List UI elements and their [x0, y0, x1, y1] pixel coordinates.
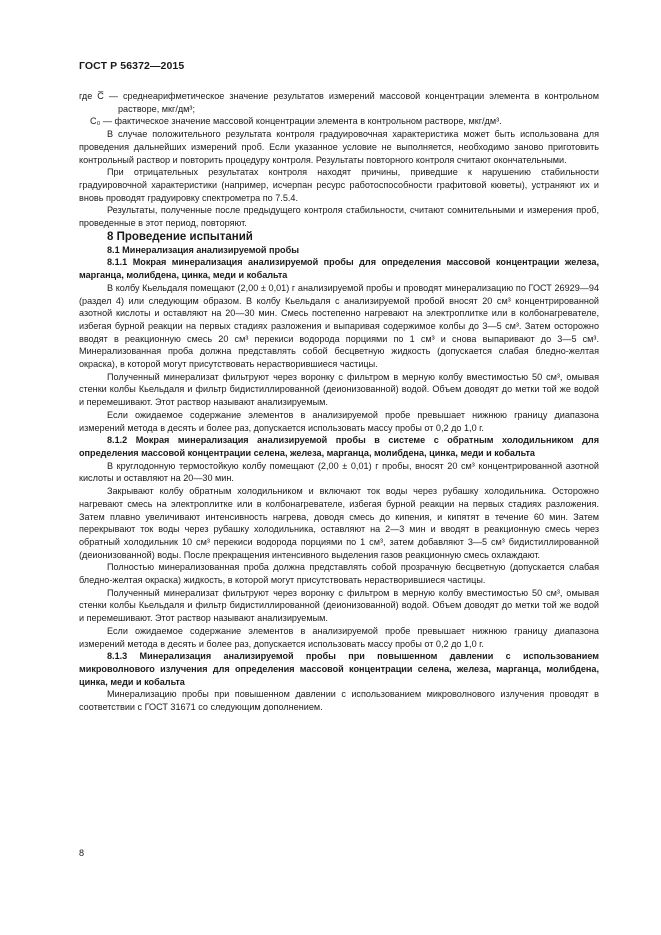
paragraph: В случае положительного результата контроля градуировочная характеристика может быть использована для проведения дальнейших измерений проб. Если указанное условие не выполняется, необходимо заново приготовить контрольный раствор и повторить процедуру контроля. Результаты повторного контроля считают окончательными. [79, 129, 599, 165]
definition-c-mean: где C̅ — среднеарифметическое значение результатов измерений массовой концентрации элемента в контрольном растворе, мкг/дм³; [79, 91, 599, 114]
subsection-heading-8-1-1: 8.1.1 Мокрая минерализация анализируемой пробы для определения массовой концентрации железа, марганца, молибдена, цинка, меди и кобальта [79, 257, 599, 281]
paragraph: Результаты, полученные после предыдущего контроля стабильности, считают сомнительными и измерения проб, проведенные в этот период, повторяют. [79, 205, 599, 229]
paragraph: Полностью минерализованная проба должна представлять собой прозрачную бесцветную (допускается слабая бледно-желтая окраска) жидкость, в которой могут присутствовать нерастворившиеся частицы. [79, 562, 599, 586]
definition-c0: C₀ — фактическое значение массовой концентрации элемента в контрольном растворе, мкг/дм³. [90, 116, 502, 127]
paragraph: В колбу Кьельдаля помещают (2,00 ± 0,01) г анализируемой пробы и проводят минерализацию по ГОСТ 26929—94 (раздел 4) или следующим образом. В колбу Кьельдаля с анализируемой пробой вносят 20 см³ концентрированной азотной кислоты и оставляют на 20—30 мин. Смесь постепенно нагревают на электроплитке или в колбонагревателе, избегая бурной реакции на первых стадиях разложения и выпаривая содержимое колбы до 3—5 см³. Затем осторожно вводят в реакционную смесь 20 см³ перекиси водорода порциями по 1 см³ и снова выпаривают до 3—5 см³. Минерализованная проба должна представлять собой бесцветную жидкость (допускается слабая бледно-желтая окраска), в которой могут присутствовать нерастворившиеся частицы. [79, 282, 599, 370]
paragraph: Полученный минерализат фильтруют через воронку с фильтром в мерную колбу вместимостью 50 см³, омывая стенки колбы Кьельдаля и фильтр бидистиллированной (деионизованной) водой. Объем доводят до метки той же водой и перемешивают. Этот раствор называют анализируемым. [79, 371, 599, 408]
subsection-heading-8-1-3: 8.1.3 Минерализация анализируемой пробы при повышенном давлении с использованием микроволнового излучения для определения массовой концентрации селена, железа, марганца, молибдена, цинка, меди и кобальта [79, 651, 599, 687]
section-heading-8: 8 Проведение испытаний [107, 230, 253, 243]
page-number: 8 [79, 848, 85, 858]
subsection-heading-8-1-2: 8.1.2 Мокрая минерализация анализируемой пробы в системе с обратным холодильником для определения массовой концентрации селена, железа, марганца, молибдена, цинка, меди и кобальта [79, 435, 599, 458]
document-body [79, 90, 599, 714]
subsection-heading-8-1: 8.1 Минерализация анализируемой пробы [107, 244, 299, 255]
paragraph: В круглодонную термостойкую колбу помещают (2,00 ± 0,01) г пробы, вносят 20 см³ концентрированной азотной кислоты и оставляют на 20—30 мин. [79, 460, 599, 484]
paragraph: Если ожидаемое содержание элементов в анализируемой пробе превышает нижнюю границу диапазона измерений метода в десять и более раз, допускается использовать массу пробы от 0,2 до 1,0 г. [79, 625, 599, 649]
paragraph: Закрывают колбу обратным холодильником и включают ток воды через рубашку холодильника. Осторожно нагревают смесь на электроплитке или в колбонагревателе, избегая бурной реакции на первых стадиях разложения. Затем плавно увеличивают интенсивность нагрева, доводя смесь до кипения, и кипятят в течение 60 мин. Затем перекрывают ток воды через рубашку холодильника, оставляют на 2—3 мин и вводят в реакционную смесь через обратный холодильник 10 см³ перекиси водорода порциями по 1 см³, затем добавляют 3—5 см³ бидистиллированной (деионизованной) воды. После прекращения интенсивного выделения газов реакционную смесь охлаждают. [79, 486, 599, 560]
paragraph: При отрицательных результатах контроля находят причины, приведшие к нарушению стабильности градуировочной характеристики (например, исчерпан ресурс работоспособности графитовой кюветы), устраняют их и вновь проводят градуировку спектрометра по 7.5.4. [79, 167, 599, 203]
document-header: ГОСТ Р 56372—2015 [79, 60, 185, 72]
paragraph: Полученный минерализат фильтруют через воронку с фильтром в мерную колбу вместимостью 50 см³, омывая стенки колбы Кьельдаля и фильтр бидистиллированной (деионизованной) водой. Объем доводят до метки той же водой и перемешивают. Этот раствор называют анализируемым. [79, 587, 599, 624]
paragraph: Если ожидаемое содержание элементов в анализируемой пробе превышает нижнюю границу диапазона измерений метода в десять и более раз, допускается использовать массу пробы от 0,2 до 1,0 г. [79, 409, 599, 433]
paragraph: Минерализацию пробы при повышенном давлении с использованием микроволнового излучения проводят в соответствии с ГОСТ 31671 со следующим дополнением. [79, 689, 599, 713]
